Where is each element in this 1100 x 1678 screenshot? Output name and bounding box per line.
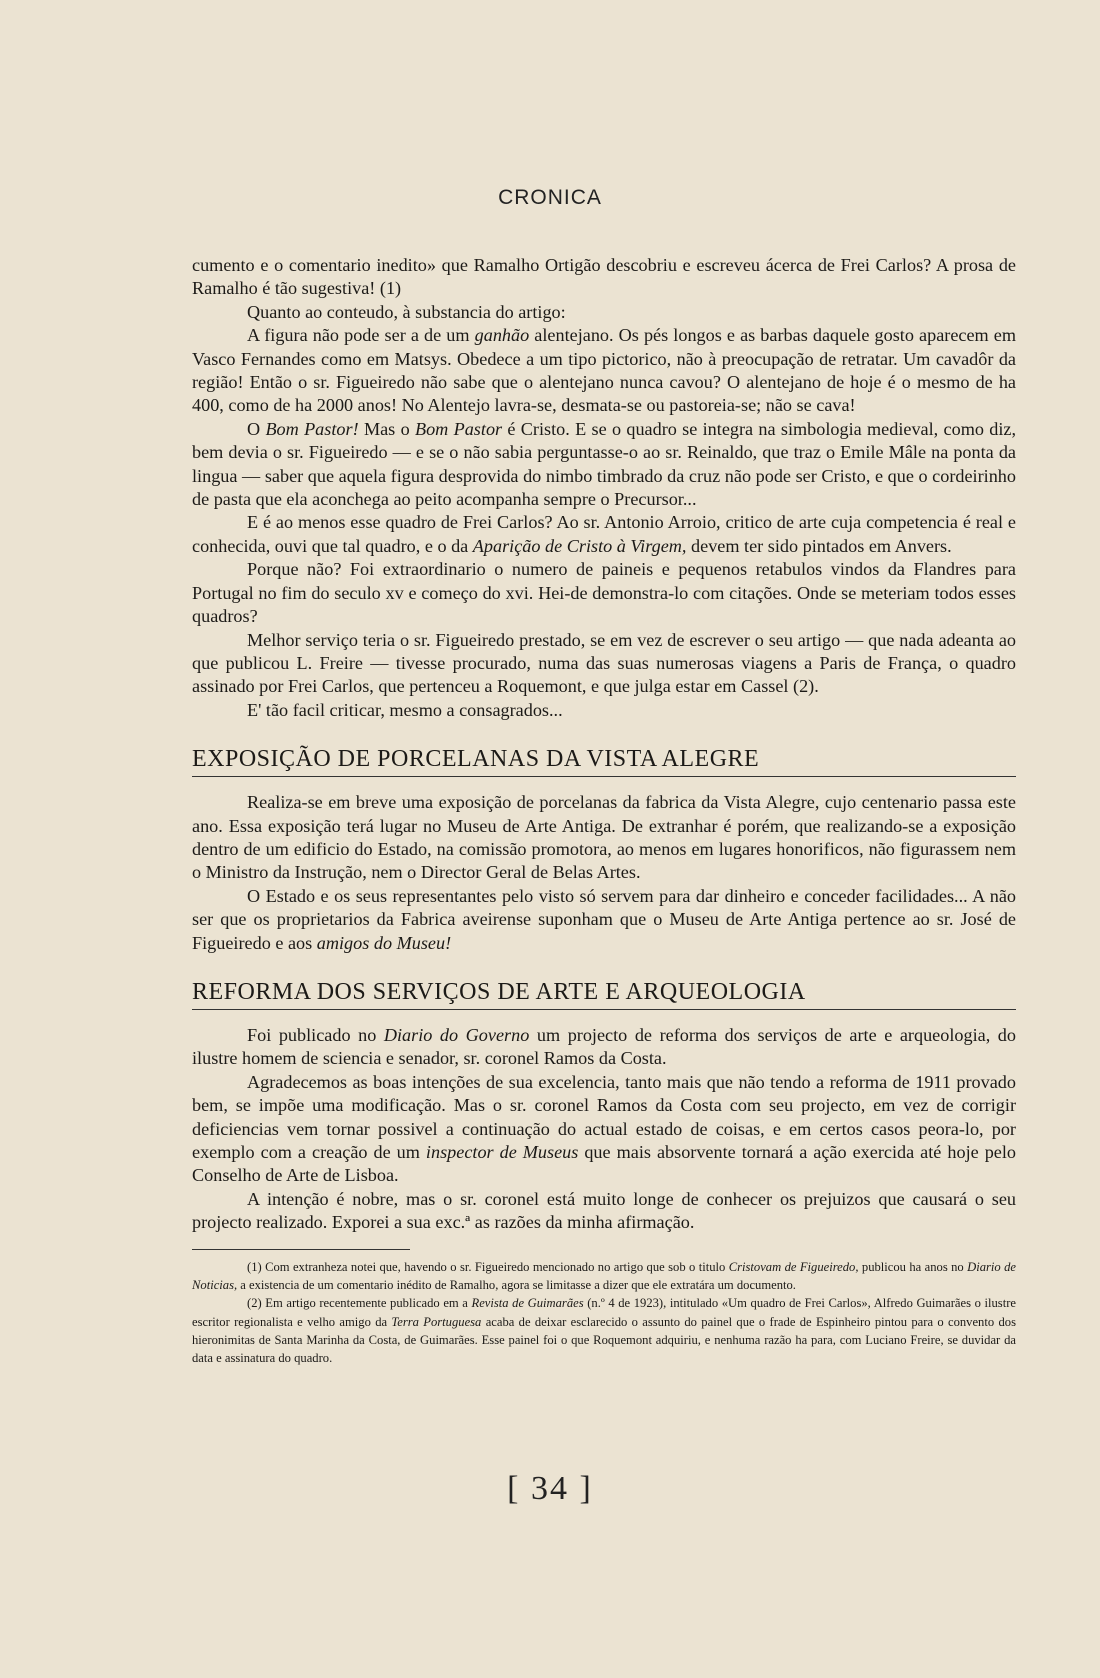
emphasis: ganhão xyxy=(474,325,530,346)
body-text xyxy=(192,254,1016,1367)
paragraph: cumento e o comentario inedito» que Ramalho Ortigão descobriu e escreveu ácerca de Frei Carlos? A prosa de Ramalho é tão sugestiva! (1) xyxy=(192,255,1016,299)
footnote-divider xyxy=(192,1249,410,1250)
paragraph: O Estado e os seus representantes pelo visto só servem para dar dinheiro e conceder facilidades... A não ser que os proprietarios da Fabrica aveirense suponham que o Museu de Arte Antiga pertence ao sr. José de Figueiredo e aos amigos do Museu! xyxy=(192,885,1016,953)
paragraph: O Bom Pastor! Mas o Bom Pastor é Cristo. E se o quadro se integra na simbologia medieval, como diz, bem devia o sr. Figueiredo — e se o não sabia perguntasse-o ao sr. Reinaldo, que traz o Emile Mâle na ponta da lingua — saber que aquela figura desprovida do nimbo timbrado da cruz não pode ser Cristo, e que o cordeirinho de pasta que ela aconchega ao peito acompanha sempre o Precursor... xyxy=(192,418,1017,510)
paragraph: Melhor serviço teria o sr. Figueiredo prestado, se em vez de escrever o seu artigo — que nada adeanta ao que publicou L. Freire — tivesse procurado, numa das suas numerosas viagens a Paris de França, o quadro assinado por Frei Carlos, que pertenceu a Roquemont, e que julga estar em Cassel (2). xyxy=(192,629,1016,697)
footnote-2: (2) Em artigo recentemente publicado em a Revista de Guimarães (n.º 4 de 1923), intitulado «Um quadro de Frei Carlos», Alfredo Guimarães o ilustre escritor regionalista e velho amigo da Terra Portuguesa acaba de deixar esclarecido o assunto do painel que o frade de Espinheiro pintou para o convento dos hieronimitas de Santa Marinha da Costa, de Guimarães. Esse painel foi o que Roquemont adquiriu, e nenhuma razão ha para, com Luciano Freire, se duvidar da data e assinatura do quadro. xyxy=(192,1296,1016,1366)
emphasis: Diario do Governo xyxy=(383,1024,530,1045)
footnotes xyxy=(192,1258,1016,1368)
footnote-1: (1) Com extranheza notei que, havendo o sr. Figueiredo mencionado no artigo que sob o titulo Cristovam de Figueiredo, publicou ha anos no Diario de Noticias, a existencia de um comentario inédito de Ramalho, agora se limitasse a dizer que ele extratára um documento. xyxy=(192,1259,1016,1292)
paragraph: A intenção é nobre, mas o sr. coronel está muito longe de conhecer os prejuizos que causará o seu projecto realizado. Exporei a sua exc.ª as razões da minha afirmação. xyxy=(192,1188,1016,1233)
running-head: CRONICA xyxy=(498,186,602,209)
emphasis: Bom Pastor xyxy=(414,418,503,439)
emphasis: Bom Pastor! xyxy=(265,418,359,439)
paragraph: Foi publicado no Diario do Governo um projecto de reforma dos serviços de arte e arqueologia, do ilustre homem de sciencia e senador, sr. coronel Ramos da Costa. xyxy=(192,1024,1016,1069)
emphasis: amigos do Museu! xyxy=(316,932,452,953)
paragraph: E' tão facil criticar, mesmo a consagrados... xyxy=(247,699,563,720)
paragraph: E é ao menos esse quadro de Frei Carlos? Ao sr. Antonio Arroio, critico de arte cuja competencia é real e conhecida, ouvi que tal quadro, e o da Aparição de Cristo à Virgem, devem ter sido pintados em Anvers. xyxy=(192,512,1016,556)
paragraph: Realiza-se em breve uma exposição de porcelanas da fabrica da Vista Alegre, cujo centenario passa este ano. Essa exposição terá lugar no Museu de Arte Antiga. De extranhar é porém, que realizando-se a exposição dentro de um edificio do Estado, na comissão promotora, ao menos em lugares honorificos, não figurassem nem o Ministro da Instrução, nem o Director Geral de Belas Artes. xyxy=(192,792,1016,883)
paragraph: Porque não? Foi extraordinario o numero de paineis e pequenos retabulos vindos da Flandres para Portugal no fim do seculo xv e começo do xvi. Hei-de demonstra-lo com citações. Onde se meteriam todos esses quadros? xyxy=(192,559,1016,627)
section-title-reforma: REFORMA DOS SERVIÇOS DE ARTE E ARQUEOLOGIA xyxy=(192,978,1016,1010)
paragraph: Quanto ao conteudo, à substancia do artigo: xyxy=(247,301,566,322)
section-title-exposicao: EXPOSIÇÃO DE PORCELANAS DA VISTA ALEGRE xyxy=(192,745,1016,777)
paragraph: Agradecemos as boas intenções de sua excelencia, tanto mais que não tendo a reforma de 1911 provado bem, se impõe uma modificação. Mas o sr. coronel Ramos da Costa com seu projecto, em vez de corrigir deficiencias vem tornar possivel a continuação do actual estado de coisas, e em certos casos peora-lo, por exemplo com a creação de um inspector de Museus que mais absorvente tornará a ação exercida até hoje pelo Conselho de Arte de Lisboa. xyxy=(192,1071,1017,1186)
page-number: [ 34 ] xyxy=(507,1470,593,1507)
emphasis: Aparição de Cristo à Virgem, xyxy=(472,535,687,556)
paragraph: A figura não pode ser a de um ganhão alentejano. Os pés longos e as barbas daquele gosto aparecem em Vasco Fernandes como em Matsys. Obedece a um tipo pictorico, não à preocupação de retratar. Um cavadôr da região! Então o sr. Figueiredo não sabe que o alentejano nunca cavou? O alentejano de hoje é o mesmo de ha 400, como de ha 2000 anos! No Alentejo lavra-se, desmata-se ou pastoreia-se; não se cava! xyxy=(192,325,1016,416)
emphasis: inspector de Museus xyxy=(425,1142,579,1162)
